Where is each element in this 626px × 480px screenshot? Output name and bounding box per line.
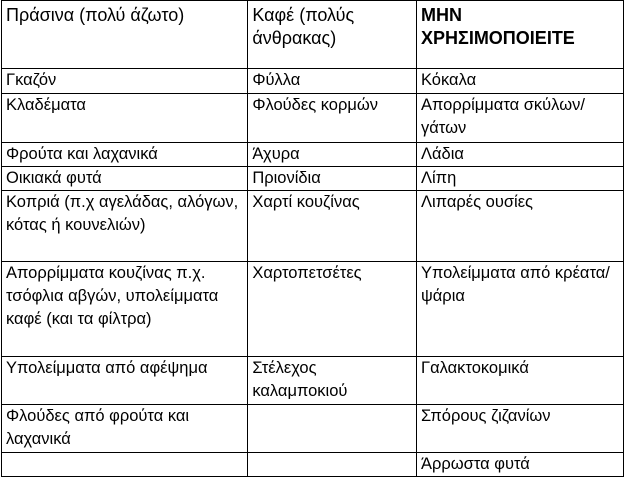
table-cell: Άχυρα (248, 143, 417, 167)
table-row (2, 143, 624, 167)
table-cell: Γκαζόν (2, 69, 248, 94)
table-cell: Οικιακά φυτά (2, 167, 248, 191)
table-row (2, 453, 624, 477)
table-row (2, 357, 624, 405)
table-cell: Χαρτοπετσέτες (248, 262, 417, 357)
table-cell: Κοπριά (π.χ αγελάδας, αλόγων, κότας ή κουνελιών) (2, 191, 248, 262)
table-cell: Υπολείμματα από αφέψημα (2, 357, 248, 405)
table-cell: Φρούτα και λαχανικά (2, 143, 248, 167)
table-cell (248, 453, 417, 477)
table-cell: Πριονίδια (248, 167, 417, 191)
table-cell: Φύλλα (248, 69, 417, 94)
table-cell: Φλούδες κορμών (248, 94, 417, 143)
table-row (2, 191, 624, 262)
table-row (2, 69, 624, 94)
table-cell: Άρρωστα φυτά (417, 453, 624, 477)
table-cell: Απορρίμματα σκύλων/γάτων (417, 94, 624, 143)
table-cell: Χαρτί κουζίνας (248, 191, 417, 262)
table-row (2, 167, 624, 191)
header-green: Πράσινα (πολύ άζωτο) (2, 1, 248, 69)
table-cell (248, 405, 417, 453)
table-row (2, 262, 624, 357)
table-cell: Σπόρους ζιζανίων (417, 405, 624, 453)
table-row (2, 405, 624, 453)
header-do-not-use: ΜΗΝ ΧΡΗΣΙΜΟΠΟΙΕΙΤΕ (417, 1, 624, 69)
table-cell (2, 453, 248, 477)
table-cell: Στέλεχος καλαμποκιού (248, 357, 417, 405)
table-cell: Λίπη (417, 167, 624, 191)
table-cell: Κόκαλα (417, 69, 624, 94)
table-cell: Κλαδέματα (2, 94, 248, 143)
table-cell: Απορρίμματα κουζίνας π.χ. τσόφλια αβγών, υπολείμματα καφέ (και τα φίλτρα) (2, 262, 248, 357)
table-cell: Φλούδες από φρούτα και λαχανικά (2, 405, 248, 453)
table-header-row (2, 1, 624, 69)
table-cell: Γαλακτοκομικά (417, 357, 624, 405)
table-cell: Λάδια (417, 143, 624, 167)
table-row (2, 94, 624, 143)
header-brown: Καφέ (πολύς άνθρακας) (248, 1, 417, 69)
compost-materials-table (1, 0, 624, 477)
table-cell: Λιπαρές ουσίες (417, 191, 624, 262)
table-cell: Υπολείμματα από κρέατα/ψάρια (417, 262, 624, 357)
